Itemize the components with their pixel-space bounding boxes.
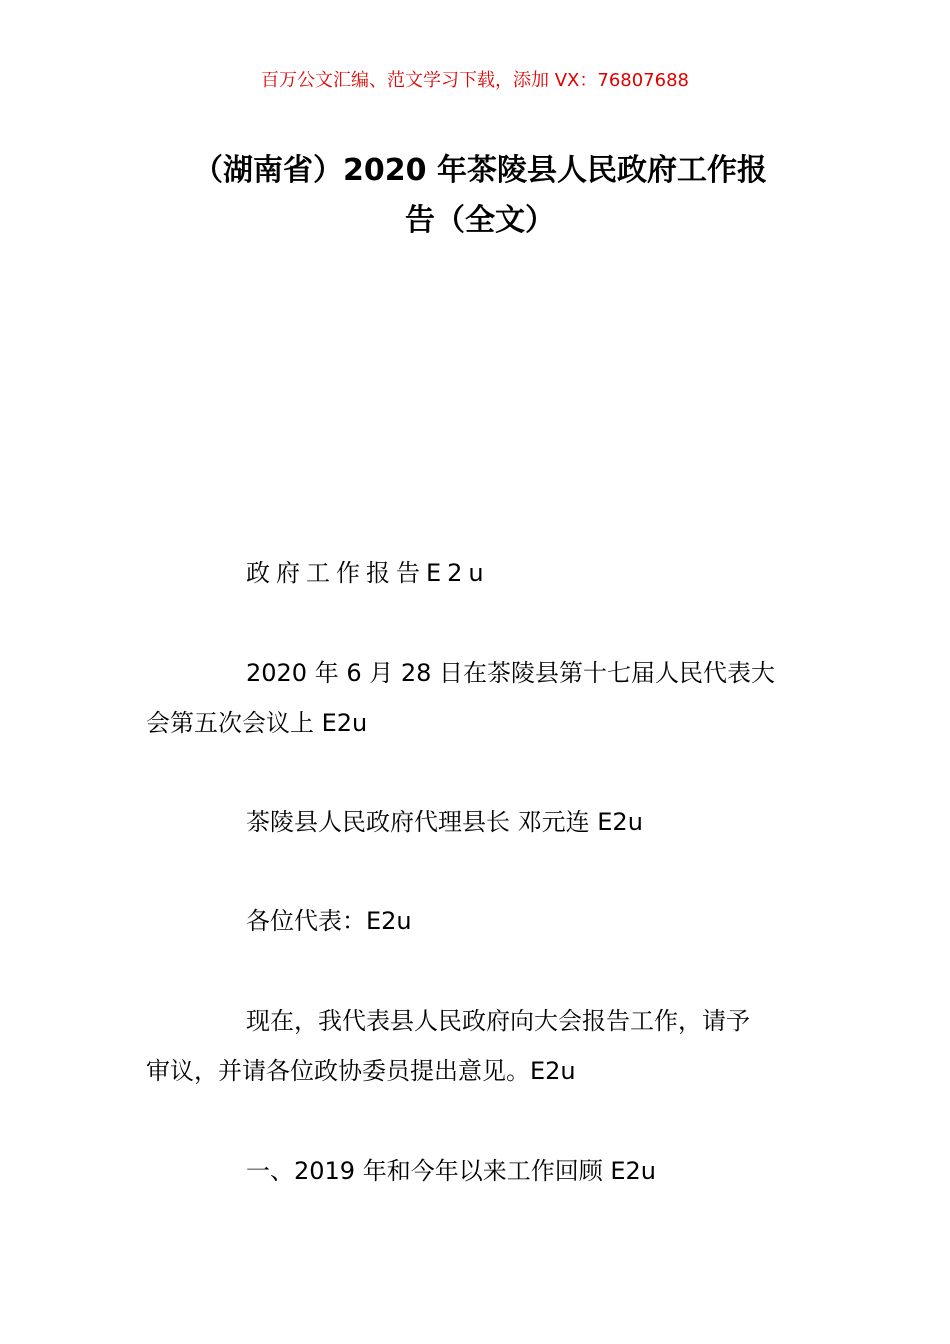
paragraph-meeting-date [146,648,810,748]
paragraph-opening [146,996,810,1096]
section-heading-review [146,1146,810,1196]
paragraph-speaker [146,797,810,847]
paragraph-line: 会第五次会议上 E2u [146,709,368,737]
paragraph-line: 一、2019 年和今年以来工作回顾 E2u [246,1157,656,1185]
paragraph-report-heading [146,548,810,598]
title-line-1: （湖南省）2020 年茶陵县人民政府工作报 [193,153,767,188]
paragraph-line: 现在，我代表县人民政府向大会报告工作，请予 [246,1007,750,1035]
paragraph-line: 2020 年 6 月 28 日在茶陵县第十七届人民代表大 [246,659,776,687]
paragraph-salutation [146,896,810,946]
title-line-2: 告（全文） [405,203,555,238]
paragraph-line: 茶陵县人民政府代理县长 邓元连 E2u [246,808,643,836]
paragraph-line: 政府工作报告E2u [246,559,490,587]
header-watermark-note: 百万公文汇编、范文学习下载，添加 VX：76807688 [261,70,689,91]
document-title [140,146,820,246]
paragraph-line: 审议，并请各位政协委员提出意见。E2u [146,1057,576,1085]
paragraph-line: 各位代表：E2u [246,907,412,935]
